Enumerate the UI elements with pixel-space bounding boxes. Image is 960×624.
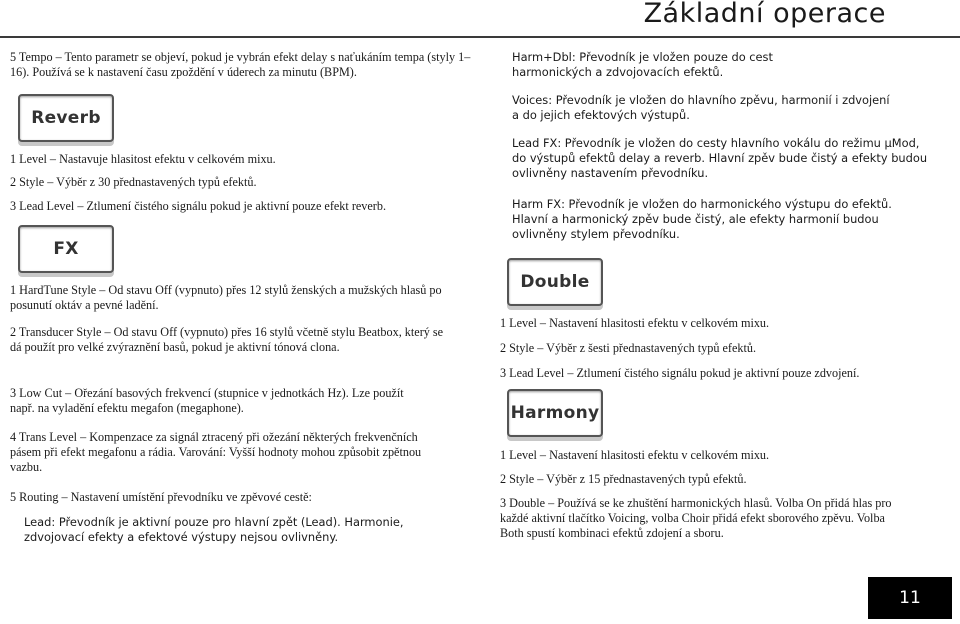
double-style-item: 2 Style – Výběr z šesti přednastavených typů efektů. (500, 341, 756, 355)
page-title: Základní operace (643, 0, 886, 29)
harmony-style-item: 2 Style – Výběr z 15 přednastavených typů efektů. (500, 472, 747, 486)
routing-lead-fx-paragraph: Lead FX: Převodník je vložen do cesty hlavního vokálu do režimu µMod, do výstupů efektů delay a reverb. Hlavní zpěv bude čistý a efekty budou ovlivněny nastavením převodníku. (512, 136, 928, 181)
routing-harm-fx-paragraph: Harm FX: Převodník je vložen do harmonického výstupu do efektů. Hlavní a harmonický zpěv bude čistý, ale efekty harmonií budou ovlivněny stylem převodníku. (512, 197, 892, 242)
fx-lowcut-item: 3 Low Cut – Ořezání basových frekvencí (stupnice v jednotkách Hz). Lze použít např. na vyladění efektu megafon (megaphone). (10, 386, 404, 416)
page-number-badge (868, 577, 952, 619)
harmony-button-label: Harmony (510, 403, 600, 423)
fx-button-label: FX (53, 239, 79, 259)
routing-voices-paragraph: Voices: Převodník je vložen do hlavního zpěvu, harmonií i zdvojení a do jejich efektových výstupů. (512, 93, 890, 123)
fx-routing-item: 5 Routing – Nastavení umístění převodníku ve zpěvové cestě: (10, 490, 312, 504)
fx-transducer-item: 2 Transducer Style – Od stavu Off (vypnuto) přes 16 stylů včetně stylu Beatbox, který se dá použít pro velké zvýraznění basů, pokud je aktivní tónová clona. (10, 325, 444, 355)
double-level-item: 1 Level – Nastavení hlasitosti efektu v celkovém mixu. (500, 316, 770, 330)
double-button-image (507, 258, 603, 306)
double-button-label: Double (520, 272, 590, 292)
routing-harm-dbl-paragraph: Harm+Dbl: Převodník je vložen pouze do cest harmonických a zdvojovacích efektů. (512, 50, 773, 80)
reverb-level-item: 1 Level – Nastavuje hlasitost efektu v celkovém mixu. (10, 152, 276, 166)
reverb-button-image (18, 94, 114, 142)
harmony-button-image (507, 389, 603, 437)
reverb-lead-level-item: 3 Lead Level – Ztlumení čistého signálu pokud je aktivní pouze efekt reverb. (10, 199, 386, 213)
header-divider (0, 36, 960, 38)
harmony-double-item: 3 Double – Používá se ke zhuštění harmonických hlasů. Volba On přidá hlas pro každé aktivní tlačítko Voicing, volba Choir přidá efekt sborového zpěvu. Volba Both spustí kombinaci efektů zdojení a sboru. (500, 496, 892, 541)
double-lead-level-item: 3 Lead Level – Ztlumení čistého signálu pokud je aktivní pouze zdvojení. (500, 366, 860, 380)
reverb-style-item: 2 Style – Výběr z 30 přednastavených typů efektů. (10, 175, 257, 189)
tempo-paragraph: 5 Tempo – Tento parametr se objeví, pokud je vybrán efekt delay s naťukáním tempa (styly 1–16). Používá se k nastavení času zpoždění v úderech za minutu (BPM). (10, 50, 471, 80)
fx-button-image (18, 225, 114, 273)
page-number: 11 (899, 588, 921, 608)
fx-translevel-item: 4 Trans Level – Kompenzace za signál ztracený při ožezání některých frekvenčních pásem při efekt megafonu a rádia. Varování: Vyšší hodnoty mohou způsobit zpětnou vazbu. (10, 430, 422, 475)
fx-hardtune-item: 1 HardTune Style – Od stavu Off (vypnuto) přes 12 stylů ženských a mužských hlasů po posunutí oktáv a pevné ladění. (10, 283, 442, 313)
routing-lead-paragraph: Lead: Převodník je aktivní pouze pro hlavní zpět (Lead). Harmonie, zdvojovací efekty a efektové výstupy nejsou ovlivněny. (24, 515, 404, 545)
reverb-button-label: Reverb (31, 108, 101, 128)
harmony-level-item: 1 Level – Nastavení hlasitosti efektu v celkovém mixu. (500, 448, 770, 462)
